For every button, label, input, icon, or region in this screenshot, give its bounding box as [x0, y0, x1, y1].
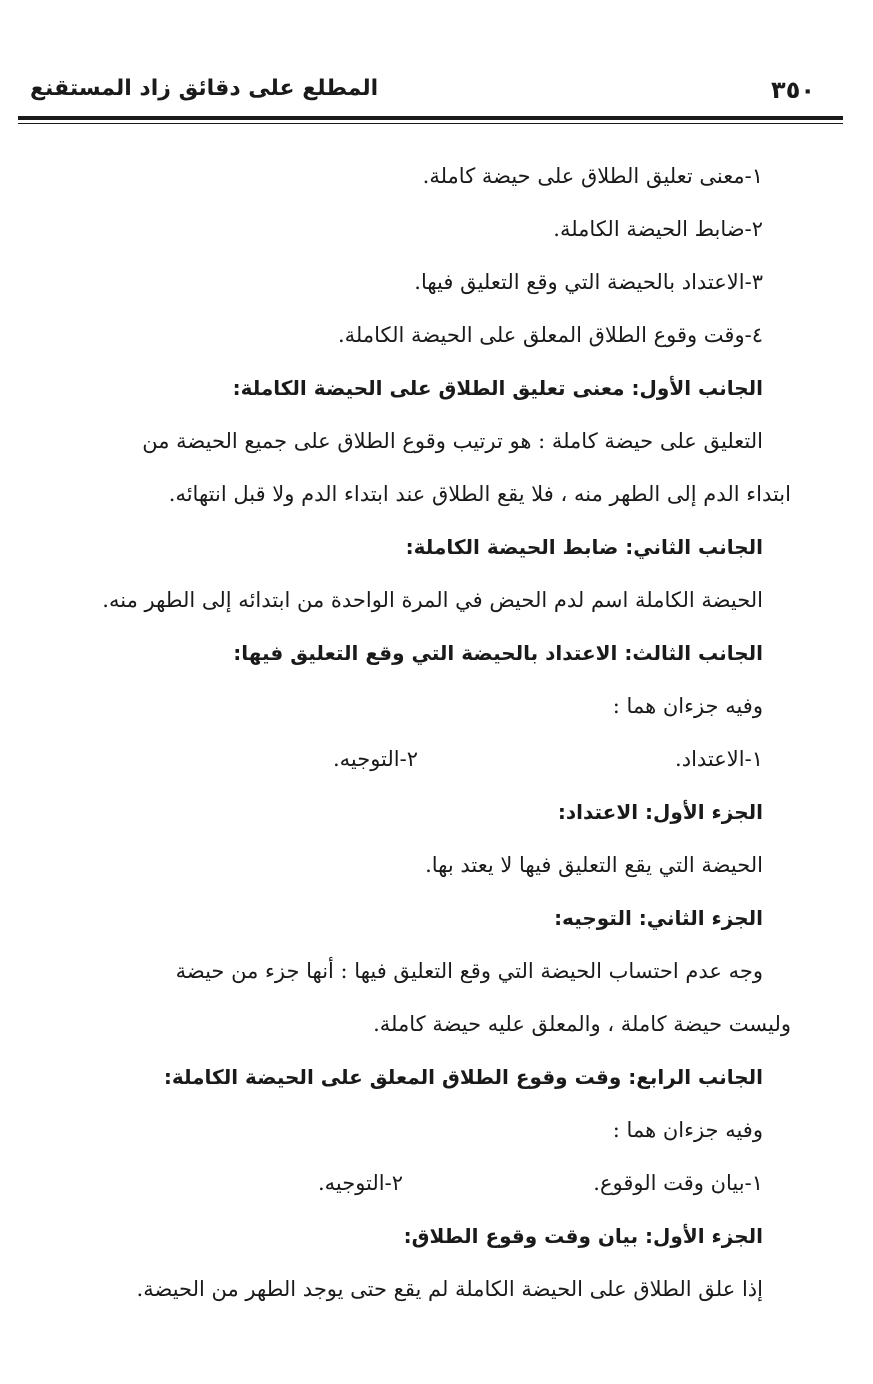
page-number: ٣٥٠	[771, 76, 815, 104]
page-body	[40, 150, 791, 1316]
section-heading: الجانب الأول: معنى تعليق الطلاق على الحيضة الكاملة:	[232, 376, 763, 400]
paragraph-line: الحيضة الكاملة اسم لدم الحيض في المرة الواحدة من ابتدائه إلى الطهر منه.	[102, 588, 763, 612]
paragraph-line: ابتداء الدم إلى الطهر منه ، فلا يقع الطلاق عند ابتداء الدم ولا قبل انتهائه.	[168, 482, 791, 506]
list-item: ٢-ضابط الحيضة الكاملة.	[553, 217, 763, 241]
part-item: ٢-التوجيه.	[332, 747, 418, 771]
parts-row	[40, 733, 763, 786]
subsection-heading: الجزء الثاني: التوجيه:	[554, 906, 763, 930]
intro-text: وفيه جزءان هما :	[612, 1118, 763, 1142]
intro-text: وفيه جزءان هما :	[612, 694, 763, 718]
list-item: ١-معنى تعليق الطلاق على حيضة كاملة.	[422, 164, 763, 188]
subsection-heading: الجزء الأول: بيان وقت وقوع الطلاق:	[403, 1224, 763, 1248]
paragraph-line: وليست حيضة كاملة ، والمعلق عليه حيضة كاملة.	[373, 1012, 791, 1036]
part-item: ٢-التوجيه.	[317, 1171, 403, 1195]
subsection-heading: الجزء الأول: الاعتداد:	[557, 800, 763, 824]
section-heading: الجانب الثاني: ضابط الحيضة الكاملة:	[405, 535, 763, 559]
section-heading: الجانب الثالث: الاعتداد بالحيضة التي وقع التعليق فيها:	[233, 641, 763, 665]
header-rule-thick	[18, 116, 843, 120]
paragraph-line: التعليق على حيضة كاملة : هو ترتيب وقوع الطلاق على جميع الحيضة من	[142, 429, 763, 453]
paragraph-line: إذا علق الطلاق على الحيضة الكاملة لم يقع حتى يوجد الطهر من الحيضة.	[136, 1277, 763, 1301]
page-header	[18, 74, 843, 114]
section-heading: الجانب الرابع: وقت وقوع الطلاق المعلق على الحيضة الكاملة:	[163, 1065, 763, 1089]
book-title: المطلع على دقائق زاد المستقنع	[30, 76, 379, 101]
part-item: ١-بيان وقت الوقوع.	[593, 1171, 763, 1195]
part-item: ١-الاعتداد.	[675, 747, 763, 771]
list-item: ٤-وقت وقوع الطلاق المعلق على الحيضة الكاملة.	[338, 323, 763, 347]
list-item: ٣-الاعتداد بالحيضة التي وقع التعليق فيها.	[414, 270, 763, 294]
parts-row	[40, 1157, 763, 1210]
paragraph-line: وجه عدم احتساب الحيضة التي وقع التعليق فيها : أنها جزء من حيضة	[175, 959, 763, 983]
header-rule-thin	[18, 123, 843, 124]
paragraph-line: الحيضة التي يقع التعليق فيها لا يعتد بها.	[425, 853, 763, 877]
